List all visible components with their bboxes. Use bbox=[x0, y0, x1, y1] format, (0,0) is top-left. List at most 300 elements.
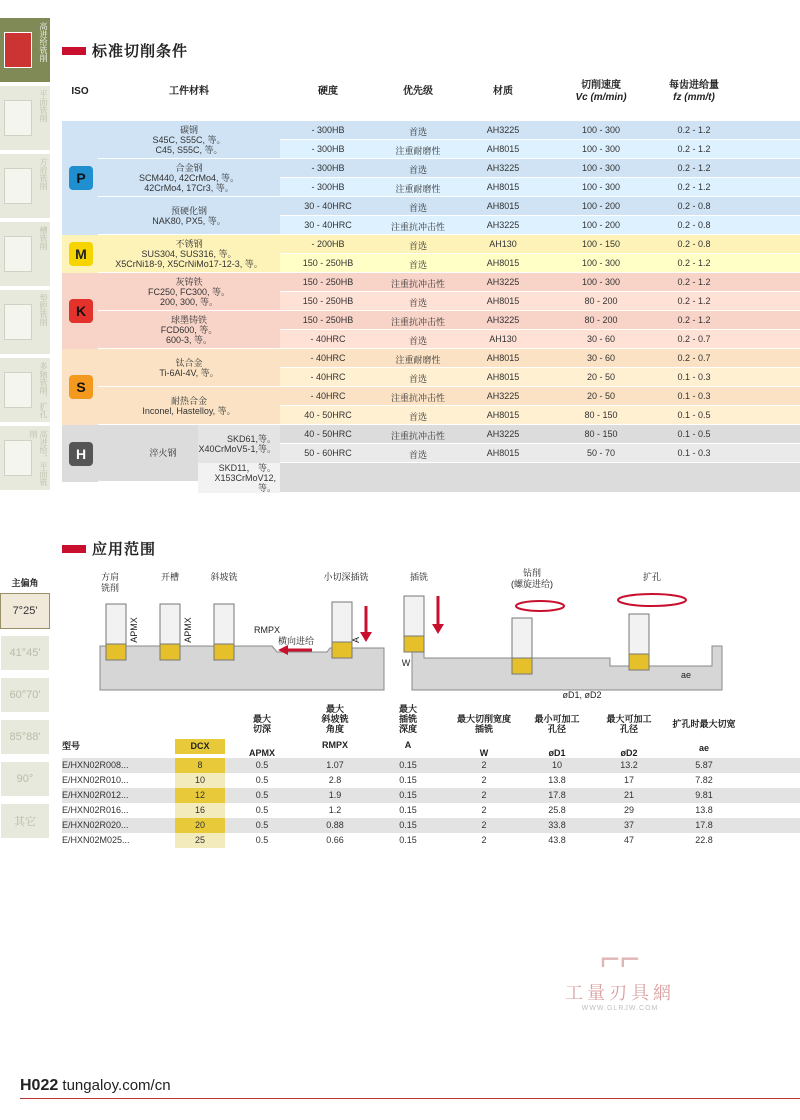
insert bbox=[160, 644, 180, 660]
cell-priority: 注重抗冲击性 bbox=[390, 279, 445, 289]
cutting-row bbox=[280, 330, 800, 349]
cell-fz: 0.2 - 1.2 bbox=[677, 277, 711, 287]
header-iso: ISO bbox=[71, 86, 89, 97]
app-header-w bbox=[446, 714, 522, 758]
app-header-w-l1: 最大切削宽度 bbox=[456, 714, 511, 724]
cell-priority: 首选 bbox=[408, 450, 427, 460]
app-row bbox=[62, 788, 800, 803]
app-cell-ae: 5.87 bbox=[695, 760, 713, 770]
side-tab-label: 平面铣削 bbox=[39, 90, 48, 122]
tool-thumbnail-icon bbox=[4, 32, 32, 68]
side-tab-label: 型腔铣削 bbox=[39, 294, 48, 326]
app-cell-dcx: 16 bbox=[194, 805, 205, 815]
section-title-application bbox=[62, 538, 156, 559]
cell-grade: AH130 bbox=[489, 334, 517, 344]
header-priority: 优先级 bbox=[403, 86, 433, 97]
cell-grade: AH3225 bbox=[486, 163, 520, 173]
title-marker bbox=[62, 545, 86, 553]
watermark-text: 工量刃具網 bbox=[565, 983, 675, 1003]
subtype-line: X153CrMoV12,等。 bbox=[214, 473, 276, 494]
material-line: 200, 300, 等。 bbox=[159, 296, 219, 307]
cutting-row bbox=[280, 254, 800, 273]
app-header-a-l4: A bbox=[404, 740, 412, 750]
plunge-arrow-2-head bbox=[432, 624, 444, 634]
cell-vc: 20 - 50 bbox=[586, 391, 616, 401]
iso-badge-M: M bbox=[69, 242, 93, 266]
cell-hardness: 40 - 50HRC bbox=[304, 410, 352, 420]
app-cell-d2: 29 bbox=[623, 805, 634, 815]
approach-angle-tab-3[interactable]: 85°88' bbox=[0, 719, 50, 755]
cell-grade: AH8015 bbox=[486, 258, 520, 268]
app-header-d2-l1: 最大可加工 bbox=[606, 714, 652, 724]
app-cell-model: E/HXN02R012... bbox=[62, 790, 129, 800]
cell-hardness: - 40HRC bbox=[310, 353, 346, 363]
app-header-apmx-l2: 切深 bbox=[252, 724, 271, 734]
cell-hardness: - 40HRC bbox=[310, 391, 346, 401]
iso-group-P bbox=[62, 121, 98, 235]
cell-grade: AH3225 bbox=[486, 220, 520, 230]
cell-grade: AH8015 bbox=[486, 201, 520, 211]
side-tab-label: 高进给铣削 bbox=[39, 22, 48, 62]
cell-fz: 0.2 - 0.7 bbox=[677, 334, 711, 344]
side-tab-4[interactable] bbox=[0, 290, 50, 356]
tool-thumbnail-icon bbox=[4, 100, 32, 136]
cell-hardness: 150 - 250HB bbox=[302, 277, 354, 287]
cutting-row bbox=[280, 178, 800, 197]
tool-thumbnail-icon bbox=[4, 304, 32, 340]
cell-vc: 100 - 300 bbox=[581, 144, 621, 154]
material-line: Inconel, Hastelloy, 等。 bbox=[142, 405, 236, 416]
app-cell-model: E/HXN02R016... bbox=[62, 805, 129, 815]
diagram-label: 开槽 bbox=[160, 572, 180, 582]
diagram-label: 插铣 bbox=[409, 572, 429, 582]
cell-fz: 0.2 - 0.8 bbox=[677, 239, 711, 249]
cell-vc: 30 - 60 bbox=[586, 353, 616, 363]
cell-hardness: - 40HRC bbox=[310, 334, 346, 344]
cell-hardness: 40 - 50HRC bbox=[304, 429, 352, 439]
cell-hardness: 30 - 40HRC bbox=[304, 201, 352, 211]
cell-priority: 注重耐磨性 bbox=[395, 146, 441, 156]
cell-grade: AH3225 bbox=[486, 125, 520, 135]
cell-fz: 0.2 - 0.7 bbox=[677, 353, 711, 363]
cell-grade: AH8015 bbox=[486, 353, 520, 363]
app-header-rmpx-l2: 斜坡铣 bbox=[321, 714, 349, 724]
diagram-label: ae bbox=[680, 670, 692, 680]
side-tab-6[interactable] bbox=[0, 426, 50, 492]
material-line: 灰铸铁 bbox=[175, 276, 203, 287]
app-cell-a: 0.15 bbox=[399, 805, 417, 815]
cutting-row bbox=[280, 159, 800, 178]
material-cell bbox=[98, 387, 280, 425]
header-fz bbox=[646, 80, 742, 104]
app-cell-ae: 22.8 bbox=[695, 835, 713, 845]
insert bbox=[214, 644, 234, 660]
app-header-d1-l3: øD1 bbox=[548, 748, 566, 758]
material-line: 预硬化钢 bbox=[170, 205, 207, 216]
tool-thumbnail-icon bbox=[4, 168, 32, 204]
cell-grade: AH8015 bbox=[486, 296, 520, 306]
cutting-row bbox=[280, 121, 800, 140]
apmx-label: APMX bbox=[129, 617, 139, 643]
cutting-row bbox=[280, 197, 800, 216]
header-hardness: 硬度 bbox=[318, 86, 338, 97]
material-cell bbox=[98, 273, 280, 311]
material-cell bbox=[98, 235, 280, 273]
cell-vc: 50 - 70 bbox=[586, 448, 616, 458]
app-header-model: 型号 bbox=[62, 741, 81, 751]
cell-priority: 首选 bbox=[408, 241, 427, 251]
insert bbox=[404, 636, 424, 652]
cell-priority: 首选 bbox=[408, 165, 427, 175]
side-tab-0[interactable] bbox=[0, 18, 50, 84]
cell-priority: 首选 bbox=[408, 298, 427, 308]
diagram-label: 钻削 bbox=[522, 568, 542, 578]
app-cell-w: 2 bbox=[481, 820, 487, 830]
app-header-ae-l2: ae bbox=[698, 743, 709, 753]
app-cell-dcx: 20 bbox=[194, 820, 205, 830]
app-cell-rmpx: 0.66 bbox=[326, 835, 344, 845]
app-cell-rmpx: 1.2 bbox=[328, 805, 342, 815]
approach-angle-column bbox=[0, 576, 50, 845]
app-cell-w: 2 bbox=[481, 775, 487, 785]
apmx-label-2: APMX bbox=[183, 617, 193, 643]
app-cell-d2: 37 bbox=[623, 820, 634, 830]
app-header-d2-l3: øD2 bbox=[620, 748, 638, 758]
circular-arrow bbox=[618, 594, 686, 606]
cell-vc: 100 - 300 bbox=[581, 258, 621, 268]
a-label: A bbox=[351, 636, 361, 644]
cell-fz: 0.1 - 0.3 bbox=[677, 372, 711, 382]
app-cell-w: 2 bbox=[481, 760, 487, 770]
material-cell bbox=[98, 349, 280, 387]
cell-grade: AH3225 bbox=[486, 429, 520, 439]
cell-priority: 注重抗冲击性 bbox=[390, 317, 445, 327]
app-cell-ae: 13.8 bbox=[695, 805, 713, 815]
app-cell-ae: 7.82 bbox=[695, 775, 713, 785]
app-header-d1 bbox=[525, 714, 589, 758]
material-line: S45C, S55C, 等。 bbox=[152, 134, 226, 145]
cell-grade: AH8015 bbox=[486, 448, 520, 458]
approach-angle-tab-2[interactable]: 60°70' bbox=[0, 677, 50, 713]
diagram-label: W bbox=[401, 658, 411, 668]
material-cell bbox=[98, 159, 280, 197]
cell-fz: 0.2 - 1.2 bbox=[677, 144, 711, 154]
watermark-url: WWW.GLRJW.COM bbox=[581, 1005, 659, 1012]
material-line: X5CrNi18-9, X5CrNiMo17-12-3, 等。 bbox=[115, 258, 263, 269]
cell-fz: 0.2 - 0.8 bbox=[677, 220, 711, 230]
material-cell bbox=[98, 197, 280, 235]
diagram-label: 斜坡铣 bbox=[210, 572, 238, 582]
cell-hardness: 150 - 250HB bbox=[302, 258, 354, 268]
app-cell-apmx: 0.5 bbox=[255, 760, 269, 770]
cell-vc: 20 - 50 bbox=[586, 372, 616, 382]
cell-hardness: 150 - 250HB bbox=[302, 315, 354, 325]
app-cell-a: 0.15 bbox=[399, 760, 417, 770]
diagram-label: øD1, øD2 bbox=[562, 690, 602, 700]
approach-angle-tab-4[interactable]: 90° bbox=[0, 761, 50, 797]
app-cell-model: E/HXN02M025... bbox=[62, 835, 130, 845]
title-marker bbox=[62, 47, 86, 55]
cell-vc: 30 - 60 bbox=[586, 334, 616, 344]
cutting-row bbox=[280, 368, 800, 387]
app-cell-w: 2 bbox=[481, 805, 487, 815]
cell-grade: AH8015 bbox=[486, 182, 520, 192]
cell-hardness: - 300HB bbox=[311, 182, 345, 192]
app-cell-apmx: 0.5 bbox=[255, 790, 269, 800]
watermark bbox=[540, 940, 700, 1012]
app-cell-a: 0.15 bbox=[399, 835, 417, 845]
diagram-label: RMPX bbox=[253, 625, 281, 635]
cell-hardness: - 300HB bbox=[311, 125, 345, 135]
cutting-row bbox=[280, 349, 800, 368]
approach-angle-tab-5[interactable]: 其它 bbox=[0, 803, 50, 839]
cell-priority: 注重抗冲击性 bbox=[390, 393, 445, 403]
cutting-row bbox=[280, 444, 800, 463]
material-line: 600-3, 等。 bbox=[165, 334, 213, 345]
cutting-row bbox=[280, 140, 800, 159]
app-cell-rmpx: 1.07 bbox=[326, 760, 344, 770]
cutting-row bbox=[280, 292, 800, 311]
cell-priority: 注重抗冲击性 bbox=[390, 222, 445, 232]
cell-priority: 首选 bbox=[408, 374, 427, 384]
side-tab-label: 槽铣削 bbox=[39, 226, 48, 250]
application-diagram bbox=[62, 566, 800, 708]
cutting-row bbox=[280, 425, 800, 444]
cell-grade: AH8015 bbox=[486, 372, 520, 382]
material-line: 不锈钢 bbox=[175, 238, 203, 249]
tool-thumbnail-icon bbox=[4, 236, 32, 272]
app-cell-apmx: 0.5 bbox=[255, 835, 269, 845]
app-cell-model: E/HXN02R008... bbox=[62, 760, 129, 770]
side-tab-5[interactable] bbox=[0, 358, 50, 424]
app-header-d1-l2: 孔径 bbox=[547, 724, 566, 734]
app-header-a-l3: 深度 bbox=[398, 724, 417, 734]
material-line: FCD600, 等。 bbox=[160, 324, 218, 335]
material-cell bbox=[98, 311, 280, 349]
cell-hardness: 50 - 60HRC bbox=[304, 448, 352, 458]
app-header-apmx-l3: APMX bbox=[248, 748, 275, 758]
subtype-line: SKD11， 等。 bbox=[218, 463, 276, 474]
cell-vc: 100 - 300 bbox=[581, 182, 621, 192]
app-header-d2-l2: 孔径 bbox=[619, 724, 638, 734]
app-header-d2 bbox=[597, 714, 661, 758]
subtype-line: SKD61,等。 bbox=[226, 434, 276, 444]
cell-fz: 0.2 - 1.2 bbox=[677, 296, 711, 306]
app-row bbox=[62, 773, 800, 788]
cutting-row bbox=[280, 311, 800, 330]
iso-group-K bbox=[62, 273, 98, 349]
material-cell bbox=[98, 121, 280, 159]
app-cell-d2: 13.2 bbox=[620, 760, 638, 770]
cell-grade: AH3225 bbox=[486, 315, 520, 325]
section-title-text: 标准切削条件 bbox=[92, 43, 189, 60]
iso-badge-S: S bbox=[69, 375, 93, 399]
insert bbox=[106, 644, 126, 660]
app-row bbox=[62, 758, 800, 773]
app-header-rmpx bbox=[305, 704, 365, 750]
tool-thumbnail-icon bbox=[4, 372, 32, 408]
app-cell-dcx: 8 bbox=[197, 760, 203, 770]
material-line: 耐热合金 bbox=[170, 395, 207, 406]
side-tab-label: 高进给，平面铣削 bbox=[29, 430, 48, 486]
cell-priority: 首选 bbox=[408, 203, 427, 213]
cell-fz: 0.2 - 1.2 bbox=[677, 163, 711, 173]
app-cell-d1: 43.8 bbox=[548, 835, 566, 845]
cell-vc: 80 - 200 bbox=[584, 296, 618, 306]
app-cell-ae: 17.8 bbox=[695, 820, 713, 830]
workpiece-right bbox=[412, 646, 722, 690]
app-cell-apmx: 0.5 bbox=[255, 805, 269, 815]
cell-priority: 注重抗冲击性 bbox=[390, 431, 445, 441]
cell-fz: 0.2 - 1.2 bbox=[677, 182, 711, 192]
insert bbox=[512, 658, 532, 674]
app-cell-d1: 10 bbox=[551, 760, 562, 770]
side-tab-label: 多轴铣削，扩孔 bbox=[39, 362, 48, 418]
app-header-ae-l1: 扩孔时最大切宽 bbox=[672, 719, 736, 729]
cell-fz: 0.2 - 0.8 bbox=[677, 201, 711, 211]
angle-title: 主偏角 bbox=[11, 578, 39, 588]
cell-vc: 100 - 200 bbox=[581, 201, 621, 211]
cell-vc: 80 - 200 bbox=[584, 315, 618, 325]
cell-vc: 80 - 150 bbox=[584, 410, 618, 420]
cell-fz: 0.1 - 0.3 bbox=[677, 448, 711, 458]
iso-badge-K: K bbox=[69, 299, 93, 323]
app-row bbox=[62, 818, 800, 833]
insert bbox=[629, 654, 649, 670]
app-header-rmpx-l4: RMPX bbox=[321, 740, 348, 750]
side-tab-label: 方肩铣削 bbox=[39, 158, 48, 190]
app-cell-d2: 47 bbox=[623, 835, 634, 845]
iso-group-H bbox=[62, 425, 98, 482]
material-line: 钛合金 bbox=[175, 357, 203, 368]
approach-angle-tab-1[interactable]: 41°45' bbox=[0, 635, 50, 671]
app-cell-d2: 17 bbox=[623, 775, 634, 785]
material-line: Ti-6Al-4V, 等。 bbox=[159, 367, 219, 378]
material-line: SUS304, SUS316, 等。 bbox=[141, 248, 237, 259]
side-tab-2[interactable] bbox=[0, 154, 50, 220]
cell-hardness: - 300HB bbox=[311, 144, 345, 154]
cell-hardness: 30 - 40HRC bbox=[304, 220, 352, 230]
header-grade: 材质 bbox=[493, 86, 513, 97]
app-cell-dcx: 10 bbox=[194, 775, 205, 785]
app-cell-rmpx: 1.9 bbox=[328, 790, 342, 800]
cell-vc: 100 - 150 bbox=[581, 239, 621, 249]
app-header-rmpx-l3: 角度 bbox=[325, 724, 344, 734]
insert bbox=[332, 642, 352, 658]
cell-priority: 首选 bbox=[408, 127, 427, 137]
app-cell-model: E/HXN02R010... bbox=[62, 775, 129, 785]
cell-grade: AH8015 bbox=[486, 144, 520, 154]
app-row bbox=[62, 833, 800, 848]
side-tab-1[interactable] bbox=[0, 86, 50, 152]
app-header-w-l3: W bbox=[479, 748, 489, 758]
cell-priority: 首选 bbox=[408, 412, 427, 422]
cell-priority: 注重耐磨性 bbox=[395, 184, 441, 194]
app-cell-dcx: 12 bbox=[194, 790, 205, 800]
cell-vc: 100 - 300 bbox=[581, 125, 621, 135]
approach-angle-tab-0[interactable]: 7°25' bbox=[0, 593, 50, 629]
app-cell-model: E/HXN02R020... bbox=[62, 820, 129, 830]
cell-grade: AH8015 bbox=[486, 410, 520, 420]
header-vc-line2: Vc (m/min) bbox=[575, 92, 627, 103]
app-cell-d1: 33.8 bbox=[548, 820, 566, 830]
diagram-label: 扩孔 bbox=[642, 572, 662, 582]
subtype-line: X40CrMoV5-1,等。 bbox=[198, 444, 276, 454]
app-cell-d2: 21 bbox=[623, 790, 634, 800]
cell-fz: 0.1 - 0.5 bbox=[677, 429, 711, 439]
app-cell-dcx: 25 bbox=[194, 835, 205, 845]
section-title-cutting bbox=[62, 40, 188, 61]
app-row bbox=[62, 803, 800, 818]
iso-group-M bbox=[62, 235, 98, 273]
material-line: 球墨铸铁 bbox=[170, 314, 207, 325]
cutting-row bbox=[280, 216, 800, 235]
cell-vc: 100 - 300 bbox=[581, 277, 621, 287]
app-header-a bbox=[383, 704, 433, 750]
app-header-w-l2: 插铣 bbox=[474, 724, 493, 734]
cell-priority: 首选 bbox=[408, 336, 427, 346]
app-cell-d1: 25.8 bbox=[548, 805, 566, 815]
material-line: FC250, FC300, 等。 bbox=[147, 286, 231, 297]
iso-group-S bbox=[62, 349, 98, 425]
app-cell-a: 0.15 bbox=[399, 775, 417, 785]
app-cell-apmx: 0.5 bbox=[255, 775, 269, 785]
diagram-label: 小切深插铣 bbox=[323, 572, 369, 582]
cell-hardness: - 300HB bbox=[311, 163, 345, 173]
cutting-row bbox=[280, 235, 800, 254]
header-material: 工件材料 bbox=[169, 86, 209, 97]
app-header-a-l2: 插铣 bbox=[398, 714, 417, 724]
app-cell-w: 2 bbox=[481, 790, 487, 800]
cell-priority: 首选 bbox=[408, 260, 427, 270]
material-line: SCM440, 42CrMo4, 等。 bbox=[138, 172, 240, 183]
header-fz-line1: 每齿进给量 bbox=[669, 80, 719, 91]
app-cell-d1: 17.8 bbox=[548, 790, 566, 800]
footer bbox=[20, 1077, 171, 1095]
section-title-text: 应用范围 bbox=[92, 541, 157, 558]
footer-site-link[interactable]: tungaloy.com/cn bbox=[62, 1077, 171, 1094]
cell-vc: 80 - 150 bbox=[584, 429, 618, 439]
app-cell-rmpx: 2.8 bbox=[328, 775, 342, 785]
app-header-dcx: DCX bbox=[175, 739, 225, 754]
diagram-label: 横向进给 bbox=[277, 636, 315, 646]
side-tab-3[interactable] bbox=[0, 222, 50, 288]
app-header-apmx bbox=[237, 714, 287, 758]
cutting-row bbox=[280, 406, 800, 425]
material-line: C45, S55C, 等。 bbox=[155, 144, 223, 155]
app-cell-apmx: 0.5 bbox=[255, 820, 269, 830]
cell-fz: 0.1 - 0.5 bbox=[677, 410, 711, 420]
cell-grade: AH3225 bbox=[486, 277, 520, 287]
app-header-rmpx-l1: 最大 bbox=[325, 704, 344, 714]
header-vc-line1: 切削速度 bbox=[581, 80, 621, 91]
cell-hardness: - 200HB bbox=[311, 239, 345, 249]
app-header-apmx-l1: 最大 bbox=[252, 714, 271, 724]
cell-fz: 0.2 - 1.2 bbox=[677, 258, 711, 268]
cell-grade: AH130 bbox=[489, 239, 517, 249]
cell-fz: 0.2 - 1.2 bbox=[677, 315, 711, 325]
header-vc bbox=[556, 80, 646, 104]
material-line: NAK80, PX5, 等。 bbox=[152, 215, 226, 226]
cutting-row bbox=[280, 387, 800, 406]
cell-grade: AH3225 bbox=[486, 391, 520, 401]
iso-badge-H: H bbox=[69, 442, 93, 466]
cell-vc: 100 - 200 bbox=[581, 220, 621, 230]
cell-fz: 0.1 - 0.3 bbox=[677, 391, 711, 401]
diagram-label: (螺旋进给) bbox=[511, 579, 553, 589]
hardened-steel-subtype bbox=[198, 463, 280, 493]
cell-vc: 100 - 300 bbox=[581, 163, 621, 173]
